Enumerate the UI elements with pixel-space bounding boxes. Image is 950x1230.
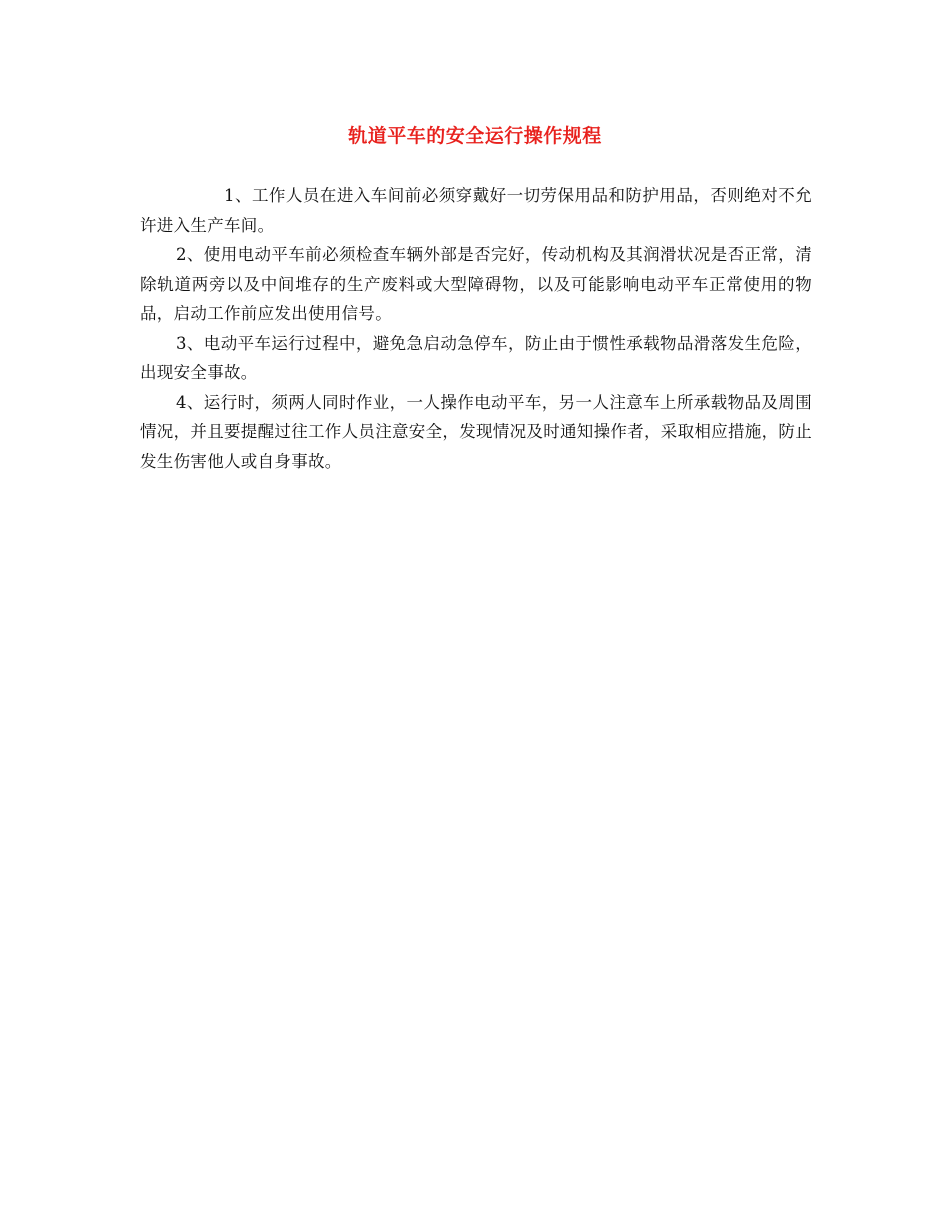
paragraph-3: 3、电动平车运行过程中，避免急启动急停车，防止由于惯性承载物品滑落发生危险，出现安全事故。 — [140, 333, 812, 382]
paragraph-1: 1、工作人员在进入车间前必须穿戴好一切劳保用品和防护用品，否则绝对不允许进入生产车间。 — [140, 186, 812, 235]
paragraph-2: 2、使用电动平车前必须检查车辆外部是否完好，传动机构及其润滑状况是否正常，清除轨道两旁以及中间堆存的生产废料或大型障碍物，以及可能影响电动平车正常使用的物品，启动工作前应发出使用信号。 — [140, 245, 812, 323]
document-title: 轨道平车的安全运行操作规程 — [348, 125, 602, 147]
document-body — [140, 181, 812, 476]
paragraph-4: 4、运行时，须两人同时作业，一人操作电动平车，另一人注意车上所承载物品及周围情况，并且要提醒过往工作人员注意安全，发现情况及时通知操作者，采取相应措施，防止发生伤害他人或自身事故。 — [140, 392, 812, 471]
